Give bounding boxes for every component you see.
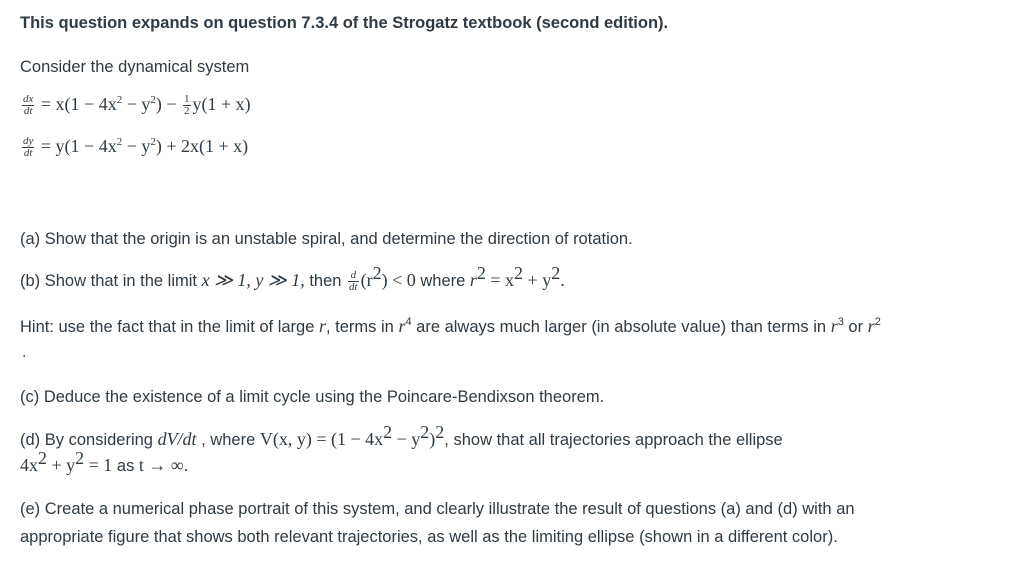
part-a-text: (a) Show that the origin is an unstable spiral, and determine the direction of rotation. <box>20 230 633 248</box>
part-b-text: (b) Show that in the limit x ≫ 1, y ≫ 1, then $\frac{d}{dt}$ $(r^2) < 0$ where $r^2 = x^2 + y^2$. <box>20 263 565 294</box>
equation-dx-dt: $\frac{dx}{dt}$ = $x(1 - 4x^2 - y^2)$ − $\frac{1}{2}$ y(1 + x) <box>23 93 251 118</box>
question-title: This question expands on question 7.3.4 of the Strogatz textbook (second edition). <box>20 14 669 32</box>
part-e-text-line2: appropriate figure that shows both relevant trajectories, as well as the limiting ellipse (shown in a different color). <box>20 528 838 546</box>
dx-dt-fraction: $\frac{dx}{dt}$ <box>23 93 34 118</box>
d-dt-fraction: $\frac{d}{dt}$ <box>349 269 358 294</box>
hint-continuation-dot: . <box>22 344 27 361</box>
part-c-text: (c) Deduce the existence of a limit cycle using the Poincare-Bendixson theorem. <box>20 388 605 406</box>
hint-text: Hint: use the fact that in the limit of large r, terms in $r^4$ are always much larger (in absolute value) than terms in $r^3$ or $r^2$ <box>20 316 881 336</box>
part-d-text-line2: $4x^2 + y^2 = 1$ as t → ∞. <box>20 448 189 475</box>
equation-dy-dt: $\frac{dy}{dt}$ = $y(1 - 4x^2 - y^2) + 2x(1 + x)$ <box>23 135 249 160</box>
intro-text: Consider the dynamical system <box>20 58 250 76</box>
dy-dt-fraction: $\frac{dy}{dt}$ <box>23 135 34 160</box>
one-half-fraction: $\frac{1}{2}$ <box>184 93 190 118</box>
part-e-text-line1: (e) Create a numerical phase portrait of this system, and clearly illustrate the result of questions (a) and (d) with an <box>20 500 855 518</box>
part-d-text-line1: (d) By considering dV/dt , where V(x, $y) = (1 - 4x^2 - y^2)^2$, show that all trajectories approach the ellipse <box>20 422 783 449</box>
